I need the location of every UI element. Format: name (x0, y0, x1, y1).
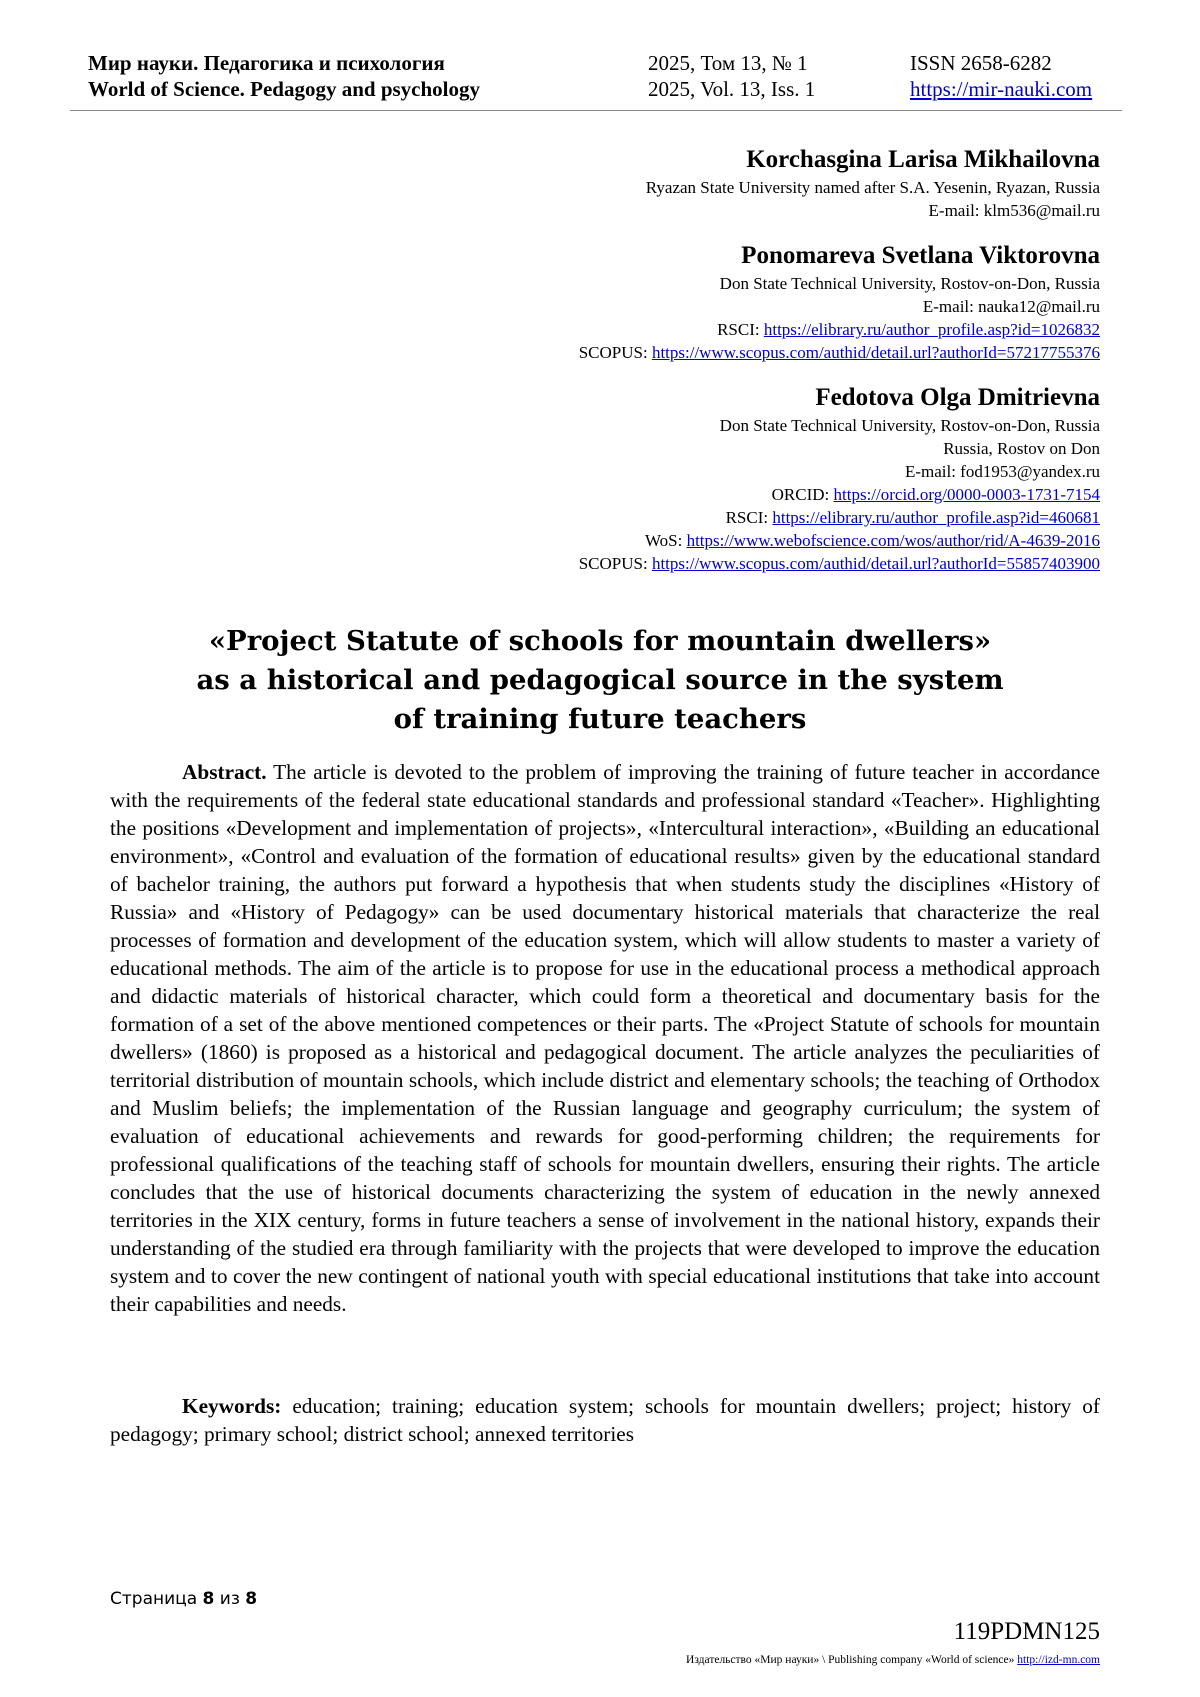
title-line: as a historical and pedagogical source in the system (196, 664, 1004, 696)
author-email: E-mail: klm536@mail.ru (928, 201, 1100, 220)
author-wos: WoS: https://www.webofscience.com/wos/author/rid/A-4639-2016 (644, 531, 1100, 550)
keywords-text: education; training; education system; schools for mountain dwellers; project; history of pedagogy; primary school; district school; annexed territories (110, 1394, 1100, 1446)
issn: ISSN 2658-6282 (910, 51, 1052, 75)
author-email: E-mail: nauka12@mail.ru (922, 297, 1100, 316)
journal-name-en: World of Science. Pedagogy and psychology (88, 77, 481, 101)
author-fedotova (579, 382, 1100, 575)
title-line: «Project Statute of schools for mountain dwellers» (208, 625, 992, 657)
author-email: E-mail: fod1953@yandex.ru (904, 462, 1100, 481)
article-code: 119PDMN125 (953, 1618, 1100, 1645)
author-rsci: RSCI: https://elibrary.ru/author_profile.asp?id=460681 (725, 508, 1100, 527)
author-affiliation-city: Russia, Rostov on Don (943, 439, 1100, 458)
abstract-label: Abstract. (182, 760, 267, 784)
journal-name-ru: Мир науки. Педагогика и психология (88, 51, 445, 75)
keywords (110, 1392, 1100, 1448)
header-divider (70, 110, 1122, 111)
publisher-line: Издательство «Мир науки» \ Publishing company «World of science» http://izd-mn.com (686, 1654, 1100, 1666)
volume-en: 2025, Vol. 13, Iss. 1 (648, 77, 816, 101)
author-ponomareva (579, 240, 1100, 364)
author-affiliation: Ryazan State University named after S.A. Yesenin, Ryazan, Russia (645, 178, 1100, 197)
article-title (100, 622, 1100, 739)
author-name: Fedotova Olga Dmitrievna (815, 384, 1100, 411)
author-rsci: RSCI: https://elibrary.ru/author_profile.asp?id=1026832 (717, 320, 1100, 339)
title-line: of training future teachers (393, 703, 807, 735)
author-orcid: ORCID: https://orcid.org/0000-0003-1731-7154 (771, 485, 1100, 504)
journal-header (88, 50, 1118, 102)
scopus-link[interactable]: https://www.scopus.com/authid/detail.url?authorId=55857403900 (651, 554, 1100, 573)
volume-ru: 2025, Том 13, № 1 (648, 51, 808, 75)
authors-block (579, 144, 1100, 593)
author-scopus: SCOPUS: https://www.scopus.com/authid/detail.url?authorId=55857403900 (578, 554, 1100, 573)
abstract (110, 758, 1100, 1318)
publisher-link[interactable]: http://izd-mn.com (1017, 1654, 1100, 1666)
abstract-text: The article is devoted to the problem of improving the training of future teacher in accordance with the requirements of the federal state educational standards and professional standard «Teacher». Highlighting the positions «Development and implementation of projects», «Intercultural interaction», «Building an educational environment», «Control and evaluation of the formation of educational results» given by the educational standard of bachelor training, the authors put forward a hypothesis that when students study the disciplines «History of Russia» and «History of Pedagogy» can be used documentary historical materials that characterize the real processes of formation and development of the education system, which will allow students to master a variety of educational methods. The aim of the article is to propose for use in the educational process a methodical approach and didactic materials of historical character, which could form a theoretical and documentary basis for the formation of a set of the above mentioned competences or their parts. The «Project Statute of schools for mountain dwellers» (1860) is proposed as a historical and pedagogical document. The article analyzes the peculiarities of territorial distribution of mountain schools, which include district and elementary schools; the teaching of Orthodox and Muslim beliefs; the implementation of the Russian language and geography curriculum; the system of evaluation of educational achievements and rewards for good-performing children; the requirements for professional qualifications of the teaching staff of schools for mountain dwellers, ensuring their rights. The article concludes that the use of historical documents characterizing the system of education in the newly annexed territories in the XIX century, forms in future teachers a sense of involvement in the national history, expands their understanding of the studied era through familiarity with the projects that were developed to improve the education system and to cover the new contingent of national youth with special educational institutions that take into account their capabilities and needs. (110, 760, 1100, 1316)
orcid-link[interactable]: https://orcid.org/0000-0003-1731-7154 (833, 485, 1100, 504)
page-number: Страница 8 из 8 (110, 1589, 258, 1609)
author-scopus: SCOPUS: https://www.scopus.com/authid/detail.url?authorId=57217755376 (578, 343, 1100, 362)
journal-site-link[interactable]: https://mir-nauki.com (910, 77, 1093, 101)
author-affiliation: Don State Technical University, Rostov-on-Don, Russia (719, 274, 1100, 293)
author-name: Korchasgina Larisa Mikhailovna (746, 146, 1100, 173)
author-name: Ponomareva Svetlana Viktorovna (741, 242, 1100, 269)
rsci-link[interactable]: https://elibrary.ru/author_profile.asp?id=460681 (772, 508, 1100, 527)
keywords-label: Keywords: (182, 1394, 282, 1418)
wos-link[interactable]: https://www.webofscience.com/wos/author/rid/A-4639-2016 (686, 531, 1100, 550)
rsci-link[interactable]: https://elibrary.ru/author_profile.asp?id=1026832 (763, 320, 1100, 339)
author-affiliation: Don State Technical University, Rostov-on-Don, Russia (719, 416, 1100, 435)
author-korchasgina (579, 144, 1100, 222)
scopus-link[interactable]: https://www.scopus.com/authid/detail.url?authorId=57217755376 (651, 343, 1100, 362)
